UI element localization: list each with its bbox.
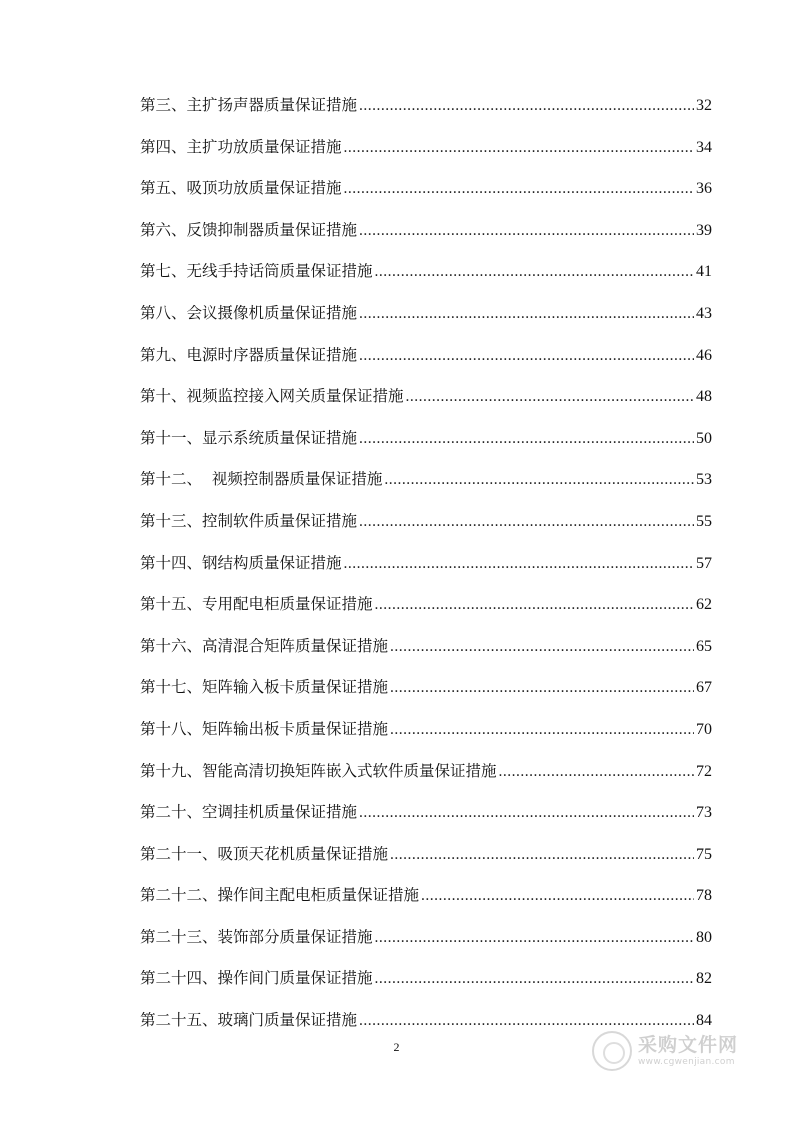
toc-dot-leader (359, 91, 694, 121)
toc-entry-title: 第五、吸顶功放质量保证措施 (140, 179, 342, 198)
toc-dot-leader (390, 840, 694, 870)
toc-entry-title: 第七、无线手持话筒质量保证措施 (140, 262, 373, 281)
toc-entry[interactable] (140, 839, 712, 881)
toc-entry-title: 第九、电源时序器质量保证措施 (140, 345, 358, 364)
toc-dot-leader (344, 174, 694, 204)
toc-dot-leader (344, 133, 694, 163)
toc-entry[interactable] (140, 256, 712, 298)
watermark-url: www.cgwenjian.com (638, 1057, 735, 1067)
toc-entry[interactable] (140, 631, 712, 673)
toc-entry-page: 75 (696, 845, 712, 863)
toc-entry-page: 53 (696, 471, 712, 489)
toc-dot-leader (375, 923, 694, 953)
toc-dot-leader (359, 507, 694, 537)
page-number: 2 (393, 1040, 400, 1054)
toc-dot-leader (359, 798, 694, 828)
toc-dot-leader (359, 299, 694, 329)
toc-dot-leader (421, 881, 694, 911)
toc-entry-page: 82 (696, 970, 712, 988)
toc-dot-leader (375, 964, 694, 994)
toc-entry-title: 第十三、控制软件质量保证措施 (140, 511, 358, 530)
toc-entry-title: 第十四、钢结构质量保证措施 (140, 553, 342, 572)
cgwenjian-logo-icon (592, 1031, 632, 1071)
toc-entry[interactable] (140, 672, 712, 714)
toc-entry-page: 73 (696, 804, 712, 822)
toc-entry[interactable] (140, 298, 712, 340)
toc-entry[interactable] (140, 880, 712, 922)
toc-entry-page: 84 (696, 1012, 712, 1030)
toc-entry[interactable] (140, 714, 712, 756)
toc-entry-page: 62 (696, 596, 712, 614)
toc-entry[interactable] (140, 922, 712, 964)
toc-entry[interactable] (140, 381, 712, 423)
toc-entry-page: 57 (696, 554, 712, 572)
toc-entry-title: 第十六、高清混合矩阵质量保证措施 (140, 636, 389, 655)
toc-dot-leader (384, 465, 694, 495)
toc-entry[interactable] (140, 589, 712, 631)
toc-dot-leader (390, 673, 694, 703)
toc-entry-title: 第二十、空调挂机质量保证措施 (140, 803, 358, 822)
toc-entry[interactable] (140, 340, 712, 382)
watermark-name: 采购文件网 (638, 1034, 739, 1056)
toc-dot-leader (344, 549, 694, 579)
toc-entry-title: 第六、反馈抑制器质量保证措施 (140, 220, 358, 239)
toc-entry[interactable] (140, 797, 712, 839)
toc-entry-title: 第十五、专用配电柜质量保证措施 (140, 595, 373, 614)
toc-entry-page: 32 (696, 97, 712, 114)
toc-entry[interactable] (140, 963, 712, 1005)
toc-entry[interactable] (140, 132, 712, 174)
toc-entry[interactable] (140, 464, 712, 506)
toc-entry-title: 第十一、显示系统质量保证措施 (140, 428, 358, 447)
toc-entry[interactable] (140, 506, 712, 548)
toc-dot-leader (375, 590, 694, 620)
toc-entry[interactable] (140, 90, 712, 132)
toc-entry[interactable] (140, 173, 712, 215)
toc-entry-page: 65 (696, 637, 712, 655)
toc-entry-page: 34 (696, 138, 712, 156)
toc-entry-title: 第八、会议摄像机质量保证措施 (140, 303, 358, 322)
toc-entry-page: 43 (696, 304, 712, 322)
toc-entry-page: 70 (696, 720, 712, 738)
watermark-text (638, 1034, 738, 1068)
toc-entry-page: 72 (696, 762, 712, 780)
toc-entry-page: 80 (696, 928, 712, 946)
toc-dot-leader (390, 715, 694, 745)
toc-entry-title: 第二十五、玻璃门质量保证措施 (140, 1011, 358, 1030)
toc-dot-leader (499, 757, 694, 787)
toc-entry-title: 第四、主扩功放质量保证措施 (140, 137, 342, 156)
toc-entry-page: 78 (696, 887, 712, 905)
toc-dot-leader (359, 424, 694, 454)
toc-entry-page: 50 (696, 429, 712, 447)
toc-entry-page: 41 (696, 263, 712, 281)
toc-dot-leader (375, 257, 694, 287)
toc-entry-title: 第十九、智能高清切换矩阵嵌入式软件质量保证措施 (140, 761, 497, 780)
toc-entry[interactable] (140, 756, 712, 798)
toc-entry-page: 46 (696, 346, 712, 364)
toc-entry-title: 第二十四、操作间门质量保证措施 (140, 969, 373, 988)
toc-entry-title: 第十二、 视频控制器质量保证措施 (140, 470, 383, 489)
toc-entry-title: 第三、主扩扬声器质量保证措施 (140, 96, 358, 114)
toc-entry-title: 第十、视频监控接入网关质量保证措施 (140, 387, 404, 406)
toc-entry-page: 48 (696, 388, 712, 406)
toc-dot-leader (359, 341, 694, 371)
toc-entry-title: 第十七、矩阵输入板卡质量保证措施 (140, 678, 389, 697)
toc-entry[interactable] (140, 548, 712, 590)
toc-dot-leader (406, 382, 694, 412)
toc-entry-page: 55 (696, 512, 712, 530)
toc-entry[interactable] (140, 423, 712, 465)
toc-entry-title: 第二十三、装饰部分质量保证措施 (140, 927, 373, 946)
watermark (592, 1026, 782, 1076)
table-of-contents (140, 90, 712, 1047)
toc-entry[interactable] (140, 215, 712, 257)
toc-entry-page: 67 (696, 679, 712, 697)
toc-entry-title: 第二十一、吸顶天花机质量保证措施 (140, 844, 389, 863)
toc-dot-leader (390, 632, 694, 662)
toc-entry-title: 第二十二、操作间主配电柜质量保证措施 (140, 886, 420, 905)
toc-entry-page: 36 (696, 180, 712, 198)
toc-entry-title: 第十八、矩阵输出板卡质量保证措施 (140, 719, 389, 738)
toc-entry-page: 39 (696, 221, 712, 239)
toc-dot-leader (359, 216, 694, 246)
